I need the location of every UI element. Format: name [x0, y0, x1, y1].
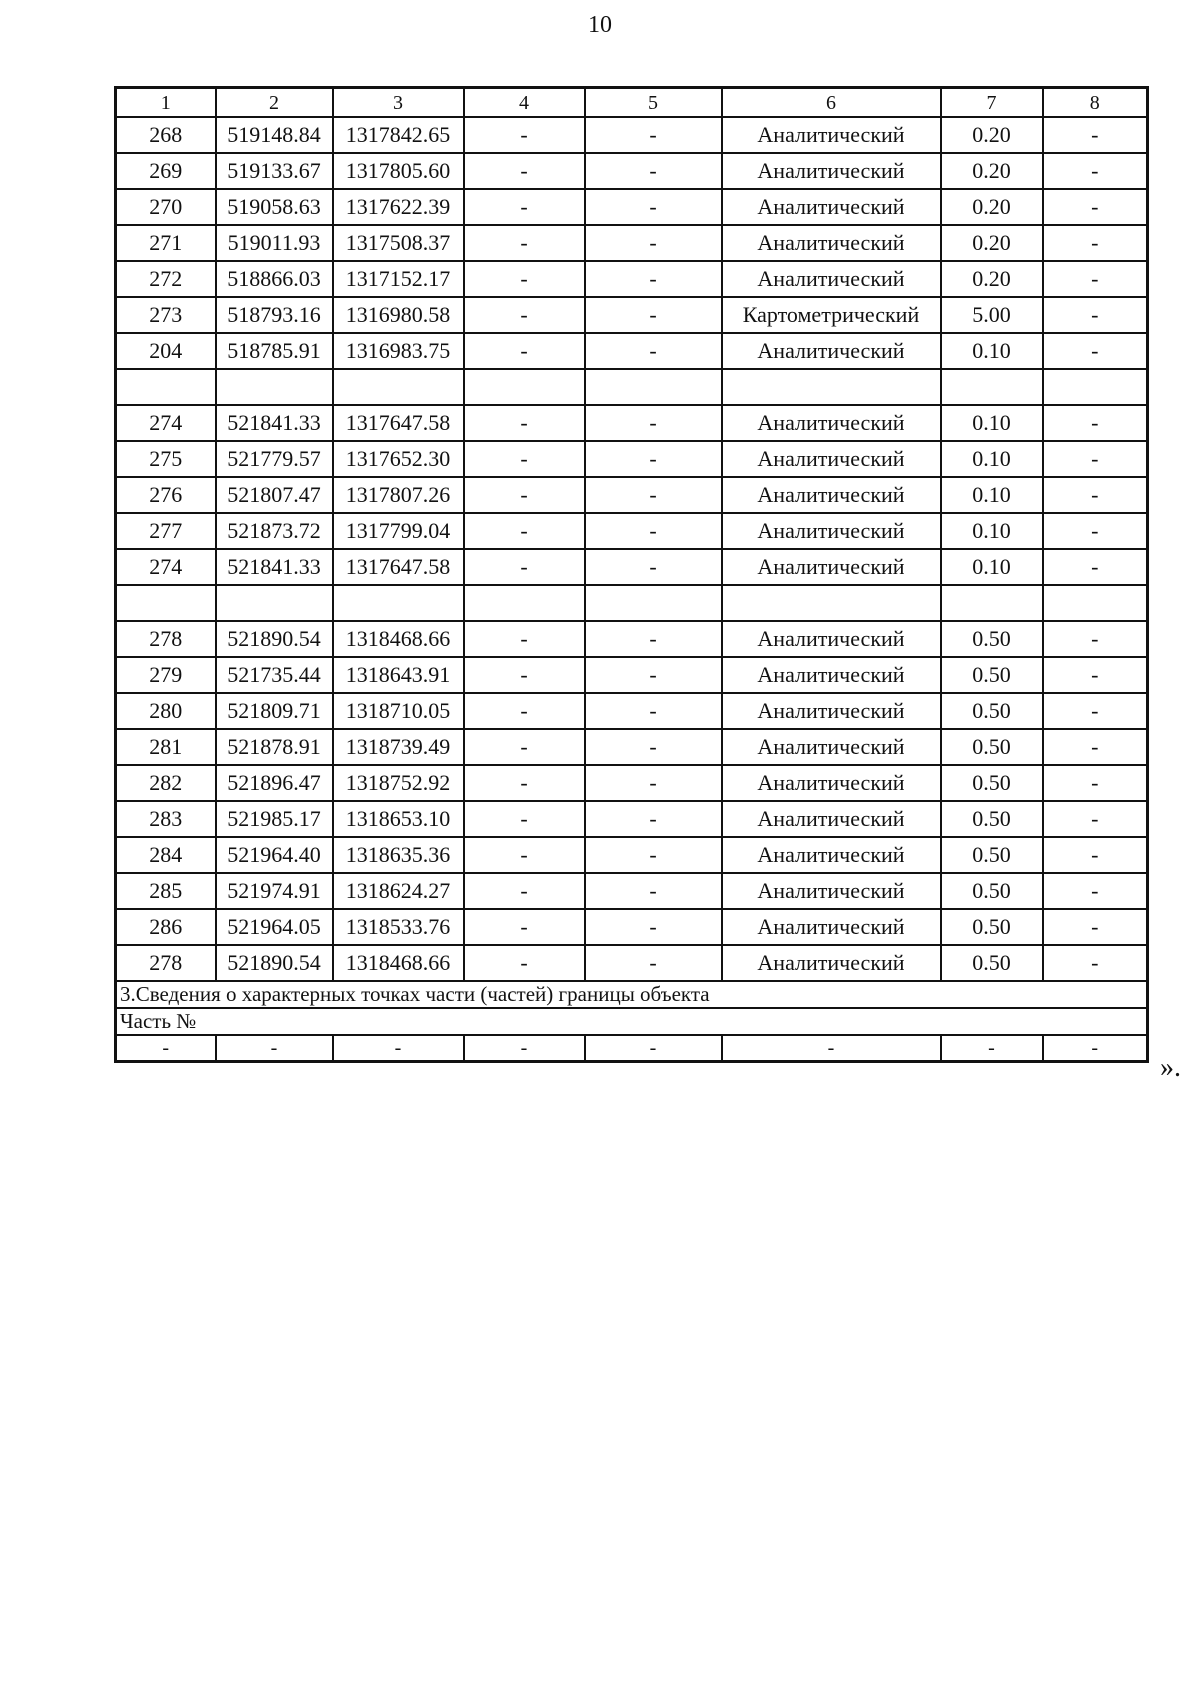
table-cell: - [464, 513, 585, 549]
table-cell: 521896.47 [216, 765, 333, 801]
table-cell: Аналитический [722, 441, 941, 477]
table-cell: Картометрический [722, 297, 941, 333]
table-cell: 1317799.04 [333, 513, 464, 549]
table-cell: 281 [116, 729, 216, 765]
table-cell [585, 369, 722, 405]
table-cell: 1317807.26 [333, 477, 464, 513]
table-cell: - [1043, 837, 1148, 873]
table-cell: Аналитический [722, 477, 941, 513]
table-cell [1043, 585, 1148, 621]
table-cell: - [585, 297, 722, 333]
table-cell: - [585, 441, 722, 477]
table-cell: - [941, 1035, 1043, 1062]
table-cell: - [585, 945, 722, 981]
table-row [116, 621, 1148, 657]
table-cell: - [1043, 153, 1148, 189]
table-cell [941, 585, 1043, 621]
table-cell: 286 [116, 909, 216, 945]
table-cell: - [585, 837, 722, 873]
table-cell: - [1043, 801, 1148, 837]
table-cell [216, 369, 333, 405]
table-cell: - [1043, 117, 1148, 153]
table-cell: Аналитический [722, 153, 941, 189]
table-cell: 1318739.49 [333, 729, 464, 765]
table-cell: - [585, 549, 722, 585]
table-cell: - [585, 189, 722, 225]
table-cell: 277 [116, 513, 216, 549]
table-cell: - [464, 945, 585, 981]
header-cell: 8 [1043, 88, 1148, 118]
table-cell: 1318653.10 [333, 801, 464, 837]
table-cell: Аналитический [722, 513, 941, 549]
table-cell: - [585, 477, 722, 513]
table-cell: 1317647.58 [333, 405, 464, 441]
table-cell: Аналитический [722, 261, 941, 297]
table-cell: - [1043, 441, 1148, 477]
table-cell: 1318643.91 [333, 657, 464, 693]
table-cell: - [333, 1035, 464, 1062]
table-cell: 273 [116, 297, 216, 333]
table-cell: 274 [116, 549, 216, 585]
table-cell: 521964.05 [216, 909, 333, 945]
table-cell: 1318624.27 [333, 873, 464, 909]
table-cell: 519133.67 [216, 153, 333, 189]
table-cell: - [464, 261, 585, 297]
table-cell: - [464, 693, 585, 729]
table-cell: - [1043, 549, 1148, 585]
table-cell [722, 369, 941, 405]
part-label-row [116, 1008, 1148, 1035]
table-cell: - [585, 909, 722, 945]
table-cell: 274 [116, 405, 216, 441]
table-row [116, 297, 1148, 333]
table-cell [333, 369, 464, 405]
table-cell: - [1043, 621, 1148, 657]
table-cell: 521841.33 [216, 405, 333, 441]
table-cell: - [464, 657, 585, 693]
table-cell [722, 585, 941, 621]
table-row [116, 909, 1148, 945]
table-cell: 0.20 [941, 189, 1043, 225]
table-row [116, 405, 1148, 441]
table-cell [216, 585, 333, 621]
table-body [116, 88, 1148, 1062]
table-row [116, 729, 1148, 765]
table-cell: Аналитический [722, 873, 941, 909]
table-cell: - [585, 693, 722, 729]
table-cell [941, 369, 1043, 405]
table-cell: - [585, 261, 722, 297]
table-cell: - [464, 117, 585, 153]
table-cell: - [464, 333, 585, 369]
table-cell: - [1043, 909, 1148, 945]
table-cell: 1317652.30 [333, 441, 464, 477]
table-cell: Аналитический [722, 693, 941, 729]
table-cell: - [1043, 729, 1148, 765]
table-cell: - [464, 153, 585, 189]
table-cell: - [464, 441, 585, 477]
table-cell: 1318468.66 [333, 945, 464, 981]
table-cell: 1318710.05 [333, 693, 464, 729]
table-cell [464, 369, 585, 405]
table-cell: 284 [116, 837, 216, 873]
table-row [116, 333, 1148, 369]
header-cell: 5 [585, 88, 722, 118]
table-cell: Аналитический [722, 621, 941, 657]
table-cell: - [464, 1035, 585, 1062]
table-cell: - [585, 657, 722, 693]
section-title: 3.Сведения о характерных точках части (частей) границы объекта [116, 981, 1148, 1008]
table-cell: 0.50 [941, 873, 1043, 909]
table-row [116, 945, 1148, 981]
table-header-row [116, 88, 1148, 118]
table-row [116, 117, 1148, 153]
table-cell: - [585, 801, 722, 837]
table-cell: - [1043, 189, 1148, 225]
table-cell: 0.50 [941, 693, 1043, 729]
table-cell: 0.20 [941, 117, 1043, 153]
table-cell: 521779.57 [216, 441, 333, 477]
table-cell: 0.10 [941, 441, 1043, 477]
table-cell: - [585, 873, 722, 909]
table-row [116, 477, 1148, 513]
table-row [116, 189, 1148, 225]
table-cell: - [1043, 765, 1148, 801]
table-row [116, 225, 1148, 261]
table-cell: Аналитический [722, 837, 941, 873]
table-cell: - [1043, 261, 1148, 297]
table-cell [464, 585, 585, 621]
table-cell: - [1043, 657, 1148, 693]
header-cell: 1 [116, 88, 216, 118]
table-cell: 1317622.39 [333, 189, 464, 225]
section-title-row [116, 981, 1148, 1008]
table-cell: - [585, 621, 722, 657]
header-cell: 4 [464, 88, 585, 118]
table-cell: 278 [116, 621, 216, 657]
table-cell: 1316980.58 [333, 297, 464, 333]
table-cell: - [464, 729, 585, 765]
table-cell: 0.10 [941, 477, 1043, 513]
table-cell: 285 [116, 873, 216, 909]
header-cell: 3 [333, 88, 464, 118]
table-cell: - [585, 513, 722, 549]
table-cell: 1318752.92 [333, 765, 464, 801]
table-cell: 521735.44 [216, 657, 333, 693]
table-cell: - [1043, 1035, 1148, 1062]
table-row [116, 261, 1148, 297]
table-cell: 518793.16 [216, 297, 333, 333]
table-cell: - [1043, 405, 1148, 441]
table-cell: - [464, 189, 585, 225]
table-cell [585, 585, 722, 621]
table-cell: Аналитический [722, 657, 941, 693]
table-cell: - [464, 405, 585, 441]
table-cell: 518866.03 [216, 261, 333, 297]
page-number: 10 [588, 12, 612, 38]
table-cell: 280 [116, 693, 216, 729]
table-cell: Аналитический [722, 909, 941, 945]
table-cell: 0.50 [941, 909, 1043, 945]
table-cell: Аналитический [722, 117, 941, 153]
table-cell: 282 [116, 765, 216, 801]
table-cell: - [585, 405, 722, 441]
table-cell: 521873.72 [216, 513, 333, 549]
table-cell: 279 [116, 657, 216, 693]
table-cell: 521809.71 [216, 693, 333, 729]
table-cell: 0.20 [941, 225, 1043, 261]
table-cell: 1316983.75 [333, 333, 464, 369]
table-cell: - [585, 117, 722, 153]
table-cell: 268 [116, 117, 216, 153]
table-cell: 0.10 [941, 549, 1043, 585]
table-cell: 521890.54 [216, 945, 333, 981]
table-cell: - [1043, 873, 1148, 909]
table-cell: 0.10 [941, 513, 1043, 549]
table-cell: - [1043, 477, 1148, 513]
closing-quote-mark: ». [1160, 1052, 1181, 1083]
table-row [116, 153, 1148, 189]
table-cell: 272 [116, 261, 216, 297]
table-cell: 1317508.37 [333, 225, 464, 261]
table-cell: 0.50 [941, 621, 1043, 657]
table-spacer-row [116, 585, 1148, 621]
table-cell: - [585, 765, 722, 801]
table-cell: 521985.17 [216, 801, 333, 837]
table-cell: - [1043, 945, 1148, 981]
table-cell: Аналитический [722, 549, 941, 585]
table-cell: 0.50 [941, 657, 1043, 693]
table-cell: 0.50 [941, 837, 1043, 873]
table-cell: Аналитический [722, 765, 941, 801]
table-cell: 278 [116, 945, 216, 981]
table-cell: 1318468.66 [333, 621, 464, 657]
table-cell: - [585, 729, 722, 765]
table-cell: 1318533.76 [333, 909, 464, 945]
table-cell: 518785.91 [216, 333, 333, 369]
table-cell: - [464, 225, 585, 261]
table-cell: 519011.93 [216, 225, 333, 261]
table-cell: - [1043, 297, 1148, 333]
table-cell: Аналитический [722, 945, 941, 981]
table-cell: 0.50 [941, 765, 1043, 801]
part-label: Часть № [116, 1008, 1148, 1035]
boundary-points-table [114, 86, 1149, 1063]
table-cell: - [464, 837, 585, 873]
table-cell: 276 [116, 477, 216, 513]
table-cell: 521807.47 [216, 477, 333, 513]
table-cell: 1317842.65 [333, 117, 464, 153]
table-row [116, 873, 1148, 909]
table-cell: Аналитический [722, 405, 941, 441]
table-cell: - [1043, 225, 1148, 261]
table-cell: 271 [116, 225, 216, 261]
table-cell: - [116, 1035, 216, 1062]
table-cell: - [1043, 513, 1148, 549]
table-cell: - [464, 909, 585, 945]
table-cell: - [464, 477, 585, 513]
table-cell: 519058.63 [216, 189, 333, 225]
table-cell: - [585, 153, 722, 189]
empty-part-row [116, 1035, 1148, 1062]
table-cell: 5.00 [941, 297, 1043, 333]
table-cell: 521890.54 [216, 621, 333, 657]
header-cell: 2 [216, 88, 333, 118]
table-cell: 0.50 [941, 801, 1043, 837]
table-cell: 521878.91 [216, 729, 333, 765]
header-cell: 6 [722, 88, 941, 118]
table-cell: 519148.84 [216, 117, 333, 153]
table-cell: 0.20 [941, 153, 1043, 189]
table-cell [116, 369, 216, 405]
table-cell: - [464, 873, 585, 909]
table-cell: 1318635.36 [333, 837, 464, 873]
table-cell: - [464, 621, 585, 657]
table-row [116, 765, 1148, 801]
table-cell: 0.10 [941, 333, 1043, 369]
table-cell: 521974.91 [216, 873, 333, 909]
table-cell: 270 [116, 189, 216, 225]
table-cell: - [585, 225, 722, 261]
table-cell [333, 585, 464, 621]
table-cell: 0.20 [941, 261, 1043, 297]
table-cell: 275 [116, 441, 216, 477]
table-row [116, 549, 1148, 585]
table-cell: Аналитический [722, 333, 941, 369]
table-row [116, 693, 1148, 729]
table-cell: Аналитический [722, 189, 941, 225]
table-cell [1043, 369, 1148, 405]
table-cell: - [464, 297, 585, 333]
table-cell: 1317805.60 [333, 153, 464, 189]
table-cell: Аналитический [722, 729, 941, 765]
table-cell: 521841.33 [216, 549, 333, 585]
table-cell: 1317647.58 [333, 549, 464, 585]
table-cell: - [585, 333, 722, 369]
table-row [116, 657, 1148, 693]
table-cell: 0.10 [941, 405, 1043, 441]
table-cell: 204 [116, 333, 216, 369]
table-cell: 0.50 [941, 729, 1043, 765]
table-cell: - [585, 1035, 722, 1062]
table-row [116, 513, 1148, 549]
table-cell: 283 [116, 801, 216, 837]
table-cell: - [1043, 333, 1148, 369]
table-row [116, 441, 1148, 477]
table-spacer-row [116, 369, 1148, 405]
table-cell: 1317152.17 [333, 261, 464, 297]
table-cell: Аналитический [722, 225, 941, 261]
table-row [116, 801, 1148, 837]
table-cell: - [464, 801, 585, 837]
table-cell: 521964.40 [216, 837, 333, 873]
table-cell: - [464, 549, 585, 585]
table-cell: - [216, 1035, 333, 1062]
table-cell: Аналитический [722, 801, 941, 837]
table-cell: - [464, 765, 585, 801]
header-cell: 7 [941, 88, 1043, 118]
table-cell: - [722, 1035, 941, 1062]
table-row [116, 837, 1148, 873]
table-cell: 269 [116, 153, 216, 189]
table-cell: 0.50 [941, 945, 1043, 981]
table-cell: - [1043, 693, 1148, 729]
table-cell [116, 585, 216, 621]
